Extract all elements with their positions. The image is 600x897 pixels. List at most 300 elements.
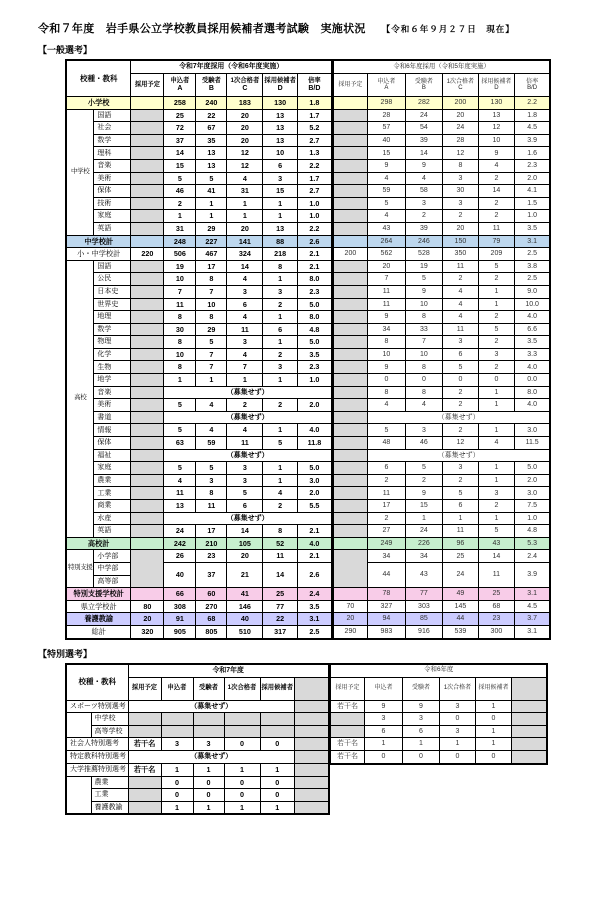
- value-cell: 6: [263, 159, 297, 172]
- value-cell: 3: [227, 336, 263, 349]
- yotei-cell: [131, 512, 164, 525]
- value-cell: 1: [439, 738, 475, 751]
- value-cell: 2.2: [297, 222, 332, 235]
- value-cell: 41: [196, 185, 227, 198]
- value-cell: 3: [402, 713, 439, 726]
- row-label: 国語: [94, 109, 131, 122]
- yotei-cell: [332, 311, 367, 324]
- value-cell: 94: [367, 613, 405, 626]
- yotei-cell: [131, 361, 164, 374]
- value-cell: 4: [196, 424, 227, 437]
- column-header: [227, 74, 263, 97]
- blank-column: [294, 725, 329, 738]
- value-cell: 14: [405, 147, 442, 160]
- value-cell: 3: [227, 474, 263, 487]
- value-cell: 79: [478, 235, 514, 248]
- value-cell: 2: [478, 197, 514, 210]
- value-cell: 10: [405, 348, 442, 361]
- value-cell: 4.0: [514, 361, 550, 374]
- yotei-cell: [131, 134, 164, 147]
- column-header: [263, 74, 297, 97]
- value-cell: 14: [227, 260, 263, 273]
- school-type-label: 中学校: [66, 109, 94, 235]
- yotei-cell: [131, 462, 164, 475]
- value-cell: 1: [475, 725, 511, 738]
- value-cell: 15: [164, 159, 196, 172]
- column-header-letter: A: [384, 85, 389, 91]
- value-cell: 0: [193, 776, 224, 789]
- value-cell: 1: [478, 285, 514, 298]
- row-label: 家庭: [94, 210, 131, 223]
- value-cell: 3: [439, 700, 475, 713]
- row-label: スポーツ特別選考: [66, 700, 128, 713]
- value-cell: 14: [227, 525, 263, 538]
- value-cell: 8: [405, 386, 442, 399]
- value-cell: 1.3: [297, 147, 332, 160]
- yotei-cell: 若干名: [128, 738, 161, 751]
- value-cell: 2.0: [514, 474, 550, 487]
- value-cell: 29: [196, 323, 227, 336]
- value-cell: 3.5: [514, 336, 550, 349]
- value-cell: 3.1: [297, 613, 332, 626]
- value-cell: 130: [478, 97, 514, 110]
- column-header-letter: D: [277, 84, 283, 92]
- yotei-cell: [131, 147, 164, 160]
- value-cell: [224, 725, 260, 738]
- column-header-name: 採用候補者: [478, 685, 509, 692]
- value-cell: 4: [227, 311, 263, 324]
- nb-cell: （募集せず）: [164, 512, 332, 525]
- year7-group-header: 令和7年度: [128, 664, 329, 678]
- value-cell: 1.8: [514, 109, 550, 122]
- value-cell: 2.0: [297, 487, 332, 500]
- value-cell: 1: [402, 738, 439, 751]
- value-cell: 12: [227, 159, 263, 172]
- yotei-cell: [131, 348, 164, 361]
- value-cell: 4: [478, 437, 514, 450]
- value-cell: 67: [196, 122, 227, 135]
- blank-column: [511, 750, 547, 763]
- value-cell: 4: [367, 172, 405, 185]
- value-cell: 8.0: [297, 273, 332, 286]
- yotei-cell: 70: [332, 600, 367, 613]
- value-cell: 21: [227, 562, 263, 587]
- value-cell: 327: [367, 600, 405, 613]
- value-cell: 0.0: [514, 374, 550, 387]
- yotei-cell: [332, 500, 367, 513]
- yotei-cell: [332, 424, 367, 437]
- value-cell: 3: [478, 348, 514, 361]
- value-cell: 1: [196, 210, 227, 223]
- value-cell: 1.5: [514, 197, 550, 210]
- value-cell: 39: [405, 222, 442, 235]
- yotei-cell: [332, 374, 367, 387]
- value-cell: 5: [478, 323, 514, 336]
- value-cell: 24: [405, 109, 442, 122]
- value-cell: 226: [405, 537, 442, 550]
- yotei-cell: [131, 185, 164, 198]
- value-cell: 96: [442, 537, 478, 550]
- yotei-cell: [131, 210, 164, 223]
- value-cell: 34: [367, 323, 405, 336]
- value-cell: 6.6: [514, 323, 550, 336]
- value-cell: 0: [439, 750, 475, 763]
- value-cell: 11.5: [514, 437, 550, 450]
- value-cell: 6: [364, 725, 402, 738]
- row-label: 高等部: [94, 575, 131, 588]
- value-cell: 2: [478, 172, 514, 185]
- value-cell: 2: [478, 311, 514, 324]
- nb-cell: （募集せず）: [128, 700, 294, 713]
- value-cell: 8.0: [514, 386, 550, 399]
- yotei-cell: [332, 462, 367, 475]
- value-cell: 1.7: [297, 109, 332, 122]
- column-header-name: 受験者: [201, 77, 221, 85]
- value-cell: 5.5: [297, 500, 332, 513]
- value-cell: 13: [196, 159, 227, 172]
- value-cell: 28: [442, 134, 478, 147]
- value-cell: 4: [442, 298, 478, 311]
- yotei-cell: [332, 550, 367, 588]
- value-cell: 1: [442, 512, 478, 525]
- nb-cell: （募集せず）: [164, 386, 332, 399]
- value-cell: 43: [405, 562, 442, 587]
- value-cell: [193, 713, 224, 726]
- column-header: [131, 74, 164, 97]
- yotei-cell: [131, 298, 164, 311]
- yotei-cell: [128, 776, 161, 789]
- value-cell: 37: [164, 134, 196, 147]
- row-label: 農業: [91, 776, 128, 789]
- value-cell: 1: [263, 210, 297, 223]
- value-cell: 20: [227, 222, 263, 235]
- value-cell: 1: [263, 424, 297, 437]
- column-header-name: 1次合格者: [446, 78, 475, 85]
- value-cell: 4: [405, 172, 442, 185]
- value-cell: 200: [442, 97, 478, 110]
- value-cell: 12: [442, 437, 478, 450]
- value-cell: 9: [405, 487, 442, 500]
- column-header-letter: B/D: [527, 85, 538, 91]
- value-cell: 0: [260, 789, 294, 802]
- value-cell: 27: [367, 525, 405, 538]
- value-cell: 28: [367, 109, 405, 122]
- year6-group-header: 令和6年度: [329, 664, 547, 678]
- value-cell: 1.0: [297, 197, 332, 210]
- yotei-cell: [131, 159, 164, 172]
- value-cell: 0: [402, 750, 439, 763]
- yotei-cell: 若干名: [128, 764, 161, 777]
- yotei-cell: [131, 311, 164, 324]
- yotei-cell: [332, 273, 367, 286]
- yotei-cell: [332, 361, 367, 374]
- value-cell: 248: [164, 235, 196, 248]
- column-header-name: 申込者: [374, 685, 393, 692]
- value-cell: 25: [164, 109, 196, 122]
- value-cell: 0: [193, 789, 224, 802]
- row-label: 水産: [94, 512, 131, 525]
- value-cell: 4: [442, 285, 478, 298]
- value-cell: 40: [227, 613, 263, 626]
- value-cell: 5: [263, 437, 297, 450]
- value-cell: 1: [263, 474, 297, 487]
- value-cell: 1.8: [297, 97, 332, 110]
- value-cell: 145: [442, 600, 478, 613]
- yotei-cell: [131, 437, 164, 450]
- value-cell: 40: [164, 562, 196, 587]
- value-cell: 59: [196, 437, 227, 450]
- value-cell: [224, 713, 260, 726]
- value-cell: 227: [196, 235, 227, 248]
- value-cell: 3: [439, 725, 475, 738]
- blank-cell: [66, 776, 91, 814]
- value-cell: 17: [196, 260, 227, 273]
- value-cell: 3: [263, 361, 297, 374]
- value-cell: 5.0: [297, 462, 332, 475]
- value-cell: 905: [164, 625, 196, 638]
- value-cell: 14: [164, 147, 196, 160]
- value-cell: 2: [405, 210, 442, 223]
- value-cell: 15: [405, 500, 442, 513]
- value-cell: 1: [224, 764, 260, 777]
- yotei-cell: [332, 147, 367, 160]
- value-cell: 2: [227, 399, 263, 412]
- value-cell: 8: [263, 525, 297, 538]
- column-header-name: 1次合格者: [227, 684, 257, 692]
- value-cell: 5.0: [297, 298, 332, 311]
- general-selection-table: [65, 59, 551, 640]
- value-cell: 6: [367, 462, 405, 475]
- row-label: 中学校: [91, 713, 128, 726]
- value-cell: 3: [196, 474, 227, 487]
- value-cell: 0: [224, 738, 260, 751]
- value-cell: 9: [367, 159, 405, 172]
- yotei-cell: [332, 109, 367, 122]
- value-cell: 2.3: [514, 159, 550, 172]
- value-cell: 29: [196, 222, 227, 235]
- value-cell: 2: [442, 273, 478, 286]
- value-cell: 1: [164, 374, 196, 387]
- row-label: 美術: [94, 172, 131, 185]
- column-header-letter: C: [242, 84, 248, 92]
- value-cell: 2: [442, 210, 478, 223]
- value-cell: 4: [442, 311, 478, 324]
- value-cell: 7: [196, 361, 227, 374]
- value-cell: 3.7: [514, 613, 550, 626]
- corner-header: 校種・教科: [66, 60, 131, 97]
- value-cell: 2.5: [514, 248, 550, 261]
- value-cell: 1: [263, 197, 297, 210]
- yotei-cell: 80: [131, 600, 164, 613]
- value-cell: 1: [227, 210, 263, 223]
- value-cell: 0: [475, 713, 511, 726]
- value-cell: 3: [227, 285, 263, 298]
- value-cell: 150: [442, 235, 478, 248]
- yotei-cell: [131, 386, 164, 399]
- value-cell: 4: [405, 399, 442, 412]
- value-cell: 4.5: [514, 600, 550, 613]
- value-cell: 4.5: [514, 122, 550, 135]
- value-cell: 20: [442, 222, 478, 235]
- value-cell: 31: [227, 185, 263, 198]
- value-cell: 20: [367, 260, 405, 273]
- yotei-cell: [131, 449, 164, 462]
- blank-column: [294, 801, 329, 814]
- value-cell: 3: [161, 738, 193, 751]
- value-cell: 77: [263, 600, 297, 613]
- yotei-cell: [332, 437, 367, 450]
- value-cell: 4.0: [297, 537, 332, 550]
- value-cell: 2.6: [297, 235, 332, 248]
- nb-cell: （募集せず）: [367, 449, 550, 462]
- value-cell: 1: [475, 700, 511, 713]
- value-cell: 10: [164, 273, 196, 286]
- value-cell: 43: [367, 222, 405, 235]
- value-cell: 2: [442, 386, 478, 399]
- yotei-cell: [332, 323, 367, 336]
- value-cell: 20: [442, 109, 478, 122]
- row-label: 中学部: [94, 562, 131, 575]
- yotei-cell: [332, 348, 367, 361]
- value-cell: 57: [367, 122, 405, 135]
- value-cell: 8: [196, 311, 227, 324]
- value-cell: 5.0: [514, 462, 550, 475]
- value-cell: 3: [442, 172, 478, 185]
- yotei-cell: [332, 122, 367, 135]
- value-cell: 24: [405, 525, 442, 538]
- row-label: 小・中学校計: [66, 248, 131, 261]
- value-cell: 2.5: [297, 625, 332, 638]
- column-header-name: 倍率: [526, 78, 539, 85]
- yotei-cell: [131, 222, 164, 235]
- value-cell: 0: [260, 776, 294, 789]
- value-cell: 44: [367, 562, 405, 587]
- value-cell: 1: [478, 298, 514, 311]
- value-cell: 44: [442, 613, 478, 626]
- value-cell: 8: [367, 386, 405, 399]
- value-cell: 5: [478, 525, 514, 538]
- row-label: 保体: [94, 185, 131, 198]
- value-cell: 3.3: [514, 348, 550, 361]
- value-cell: 20: [227, 550, 263, 563]
- value-cell: 3.1: [514, 235, 550, 248]
- value-cell: 1: [193, 801, 224, 814]
- value-cell: 6: [442, 500, 478, 513]
- value-cell: 34: [405, 550, 442, 563]
- value-cell: 298: [367, 97, 405, 110]
- row-label: 中学校計: [66, 235, 131, 248]
- value-cell: 85: [405, 613, 442, 626]
- value-cell: 22: [196, 109, 227, 122]
- yotei-cell: [131, 525, 164, 538]
- value-cell: 1: [478, 512, 514, 525]
- nb-cell: （募集せず）: [164, 411, 332, 424]
- value-cell: 1: [263, 336, 297, 349]
- row-label: 農業: [94, 474, 131, 487]
- column-header-name: 申込者: [167, 684, 187, 692]
- value-cell: 13: [263, 222, 297, 235]
- value-cell: 2: [478, 336, 514, 349]
- value-cell: 916: [405, 625, 442, 638]
- value-cell: 805: [196, 625, 227, 638]
- value-cell: 24: [164, 525, 196, 538]
- value-cell: 2: [478, 361, 514, 374]
- row-label: 商業: [94, 500, 131, 513]
- value-cell: 4: [367, 210, 405, 223]
- column-header: [405, 74, 442, 97]
- yotei-cell: [332, 537, 367, 550]
- value-cell: 3.5: [297, 348, 332, 361]
- value-cell: 66: [164, 588, 196, 601]
- value-cell: 11: [263, 550, 297, 563]
- value-cell: 37: [196, 562, 227, 587]
- value-cell: 5.0: [297, 336, 332, 349]
- value-cell: 1: [475, 738, 511, 751]
- value-cell: 983: [367, 625, 405, 638]
- value-cell: 33: [405, 323, 442, 336]
- value-cell: 1: [164, 210, 196, 223]
- value-cell: 1: [260, 801, 294, 814]
- blank-column: [511, 725, 547, 738]
- value-cell: 7: [227, 361, 263, 374]
- value-cell: 242: [164, 537, 196, 550]
- yotei-cell: 20: [131, 613, 164, 626]
- row-label: 養護教諭: [66, 613, 131, 626]
- value-cell: 78: [367, 588, 405, 601]
- value-cell: 1: [193, 764, 224, 777]
- value-cell: [193, 725, 224, 738]
- column-header: [478, 74, 514, 97]
- value-cell: 24: [442, 122, 478, 135]
- value-cell: 1: [227, 374, 263, 387]
- value-cell: 12: [478, 122, 514, 135]
- value-cell: 4: [227, 424, 263, 437]
- yotei-cell: 若干名: [329, 700, 364, 713]
- value-cell: 3: [478, 487, 514, 500]
- row-label: 社会: [94, 122, 131, 135]
- column-header-name: 採用候補者: [261, 684, 293, 692]
- value-cell: 270: [196, 600, 227, 613]
- yotei-cell: [131, 336, 164, 349]
- value-cell: 72: [164, 122, 196, 135]
- value-cell: 3: [263, 172, 297, 185]
- value-cell: 1.7: [297, 172, 332, 185]
- column-header: [442, 74, 478, 97]
- value-cell: 4: [164, 474, 196, 487]
- row-label: 総計: [66, 625, 131, 638]
- value-cell: 105: [227, 537, 263, 550]
- yotei-cell: [332, 449, 367, 462]
- column-header-name: 受験者: [411, 685, 430, 692]
- value-cell: 7: [405, 336, 442, 349]
- row-label: 養護教諭: [91, 801, 128, 814]
- value-cell: 11: [367, 298, 405, 311]
- value-cell: 1: [263, 462, 297, 475]
- yotei-cell: [332, 474, 367, 487]
- yotei-cell: [131, 411, 164, 424]
- column-header: [475, 677, 511, 700]
- value-cell: [260, 713, 294, 726]
- value-cell: 6: [227, 298, 263, 311]
- value-cell: 8: [442, 159, 478, 172]
- blank-column: [294, 764, 329, 777]
- row-label: 英語: [94, 525, 131, 538]
- value-cell: 4: [367, 399, 405, 412]
- value-cell: 11: [164, 487, 196, 500]
- column-header-name: 採用予定: [338, 81, 363, 88]
- value-cell: 1: [263, 311, 297, 324]
- column-header-name: 採用予定: [131, 684, 158, 692]
